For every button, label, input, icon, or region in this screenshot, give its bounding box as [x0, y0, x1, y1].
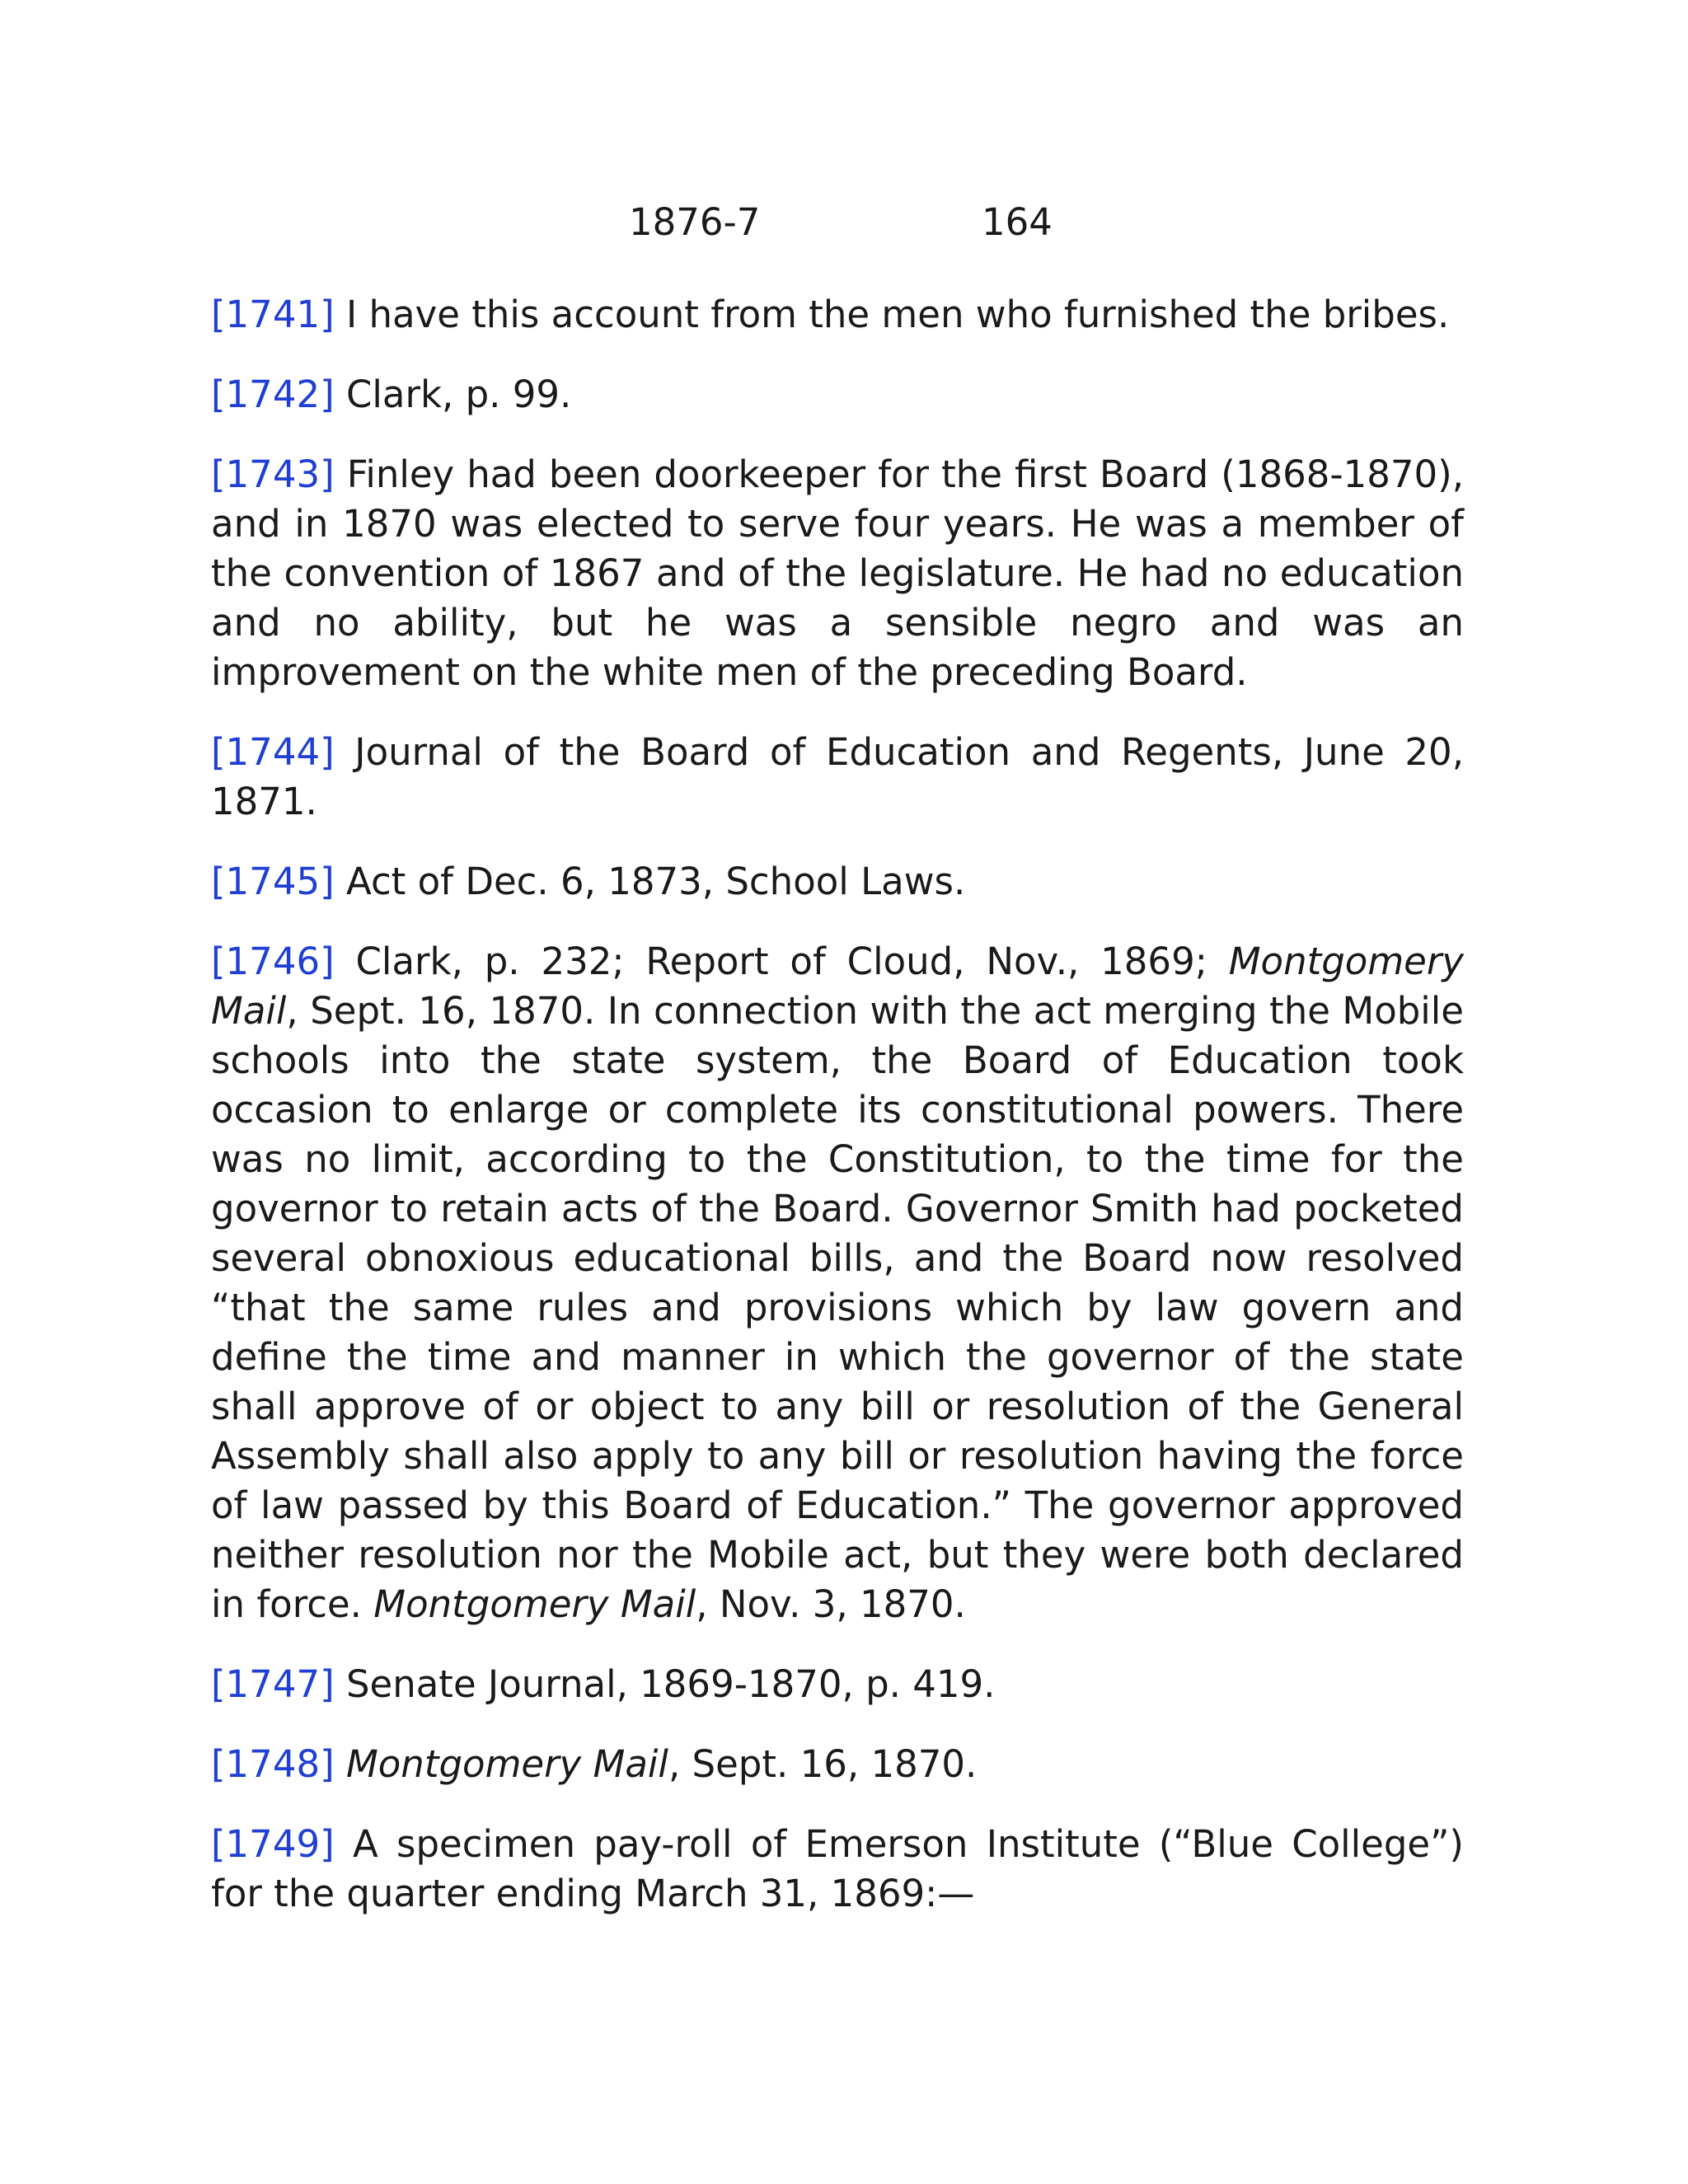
footnote-ref-link[interactable]: [1746]: [211, 940, 335, 983]
footnote-citation-title: Montgomery Mail: [345, 1742, 668, 1786]
document-page: [211, 198, 1464, 1949]
footnote-ref-link[interactable]: [1741]: [211, 293, 335, 336]
footnote-ref-link[interactable]: [1742]: [211, 373, 335, 416]
footnote-text: Clark, p. 99.: [345, 373, 572, 416]
footnote: [211, 728, 1464, 827]
footnote-text: Senate Journal, 1869-1870, p. 419.: [345, 1662, 996, 1706]
footnote-text: A specimen pay-roll of Emerson Institute (“Blue College”) for the quarter ending March 31, 1869:—: [211, 1822, 1464, 1915]
running-head: [211, 198, 1464, 247]
footnote: [211, 1660, 1464, 1709]
footnote-ref-link[interactable]: [1747]: [211, 1662, 335, 1706]
page-number: 164: [982, 200, 1053, 244]
footnote-ref-link[interactable]: [1744]: [211, 730, 335, 774]
footnote: [211, 290, 1464, 340]
footnote-ref-link[interactable]: [1743]: [211, 452, 335, 496]
footnote-text: Journal of the Board of Education and Regents, June 20, 1871.: [211, 730, 1464, 823]
footnote-text: , Sept. 16, 1870.: [668, 1742, 978, 1786]
footnote: [211, 857, 1464, 907]
footnote-citation-title: Montgomery Mail: [373, 1582, 696, 1626]
footnote-ref-link[interactable]: [1745]: [211, 860, 335, 903]
footnote-text: I have this account from the men who furnished the bribes.: [345, 293, 1450, 336]
footnote-ref-link[interactable]: [1749]: [211, 1822, 335, 1866]
footnote: [211, 1740, 1464, 1789]
footnote-text: , Nov. 3, 1870.: [696, 1582, 966, 1626]
footnote: [211, 370, 1464, 419]
section-years: 1876-7: [629, 200, 761, 244]
footnote-ref-link[interactable]: [1748]: [211, 1742, 335, 1786]
footnote-text: Clark, p. 232; Report of Cloud, Nov., 1869;: [355, 940, 1229, 983]
footnote: [211, 450, 1464, 697]
footnote-text: , Sept. 16, 1870. In connection with the act merging the Mobile schools into the state system, the Board of Education took occasion to enlarge or complete its constitutional powers. There was no limit, according to the Constitution, to the time for the governor to retain acts of the Board. Governor Smith had pocketed several obnoxious educational bills, and the Board now resolved “that the same rules and provisions which by law govern and define the time and manner in which the governor of the state shall approve of or object to any bill or resolution of the General Assembly shall also apply to any bill or resolution having the force of law passed by this Board of Education.” The governor approved neither resolution nor the Mobile act, but they were both declared in force.: [211, 989, 1464, 1626]
footnote-list: [211, 290, 1464, 1919]
footnote-text: Finley had been doorkeeper for the first Board (1868-1870), and in 1870 was elected to serve four years. He was a member of the convention of 1867 and of the legislature. He had no education and no ability, but he was a sensible negro and was an improvement on the white men of the preceding Board.: [211, 452, 1464, 694]
footnote-citation-title: Montgomery Mail: [211, 940, 1464, 1033]
footnote-text: Act of Dec. 6, 1873, School Laws.: [345, 860, 966, 903]
footnote: [211, 1820, 1464, 1919]
footnote: [211, 937, 1464, 1629]
